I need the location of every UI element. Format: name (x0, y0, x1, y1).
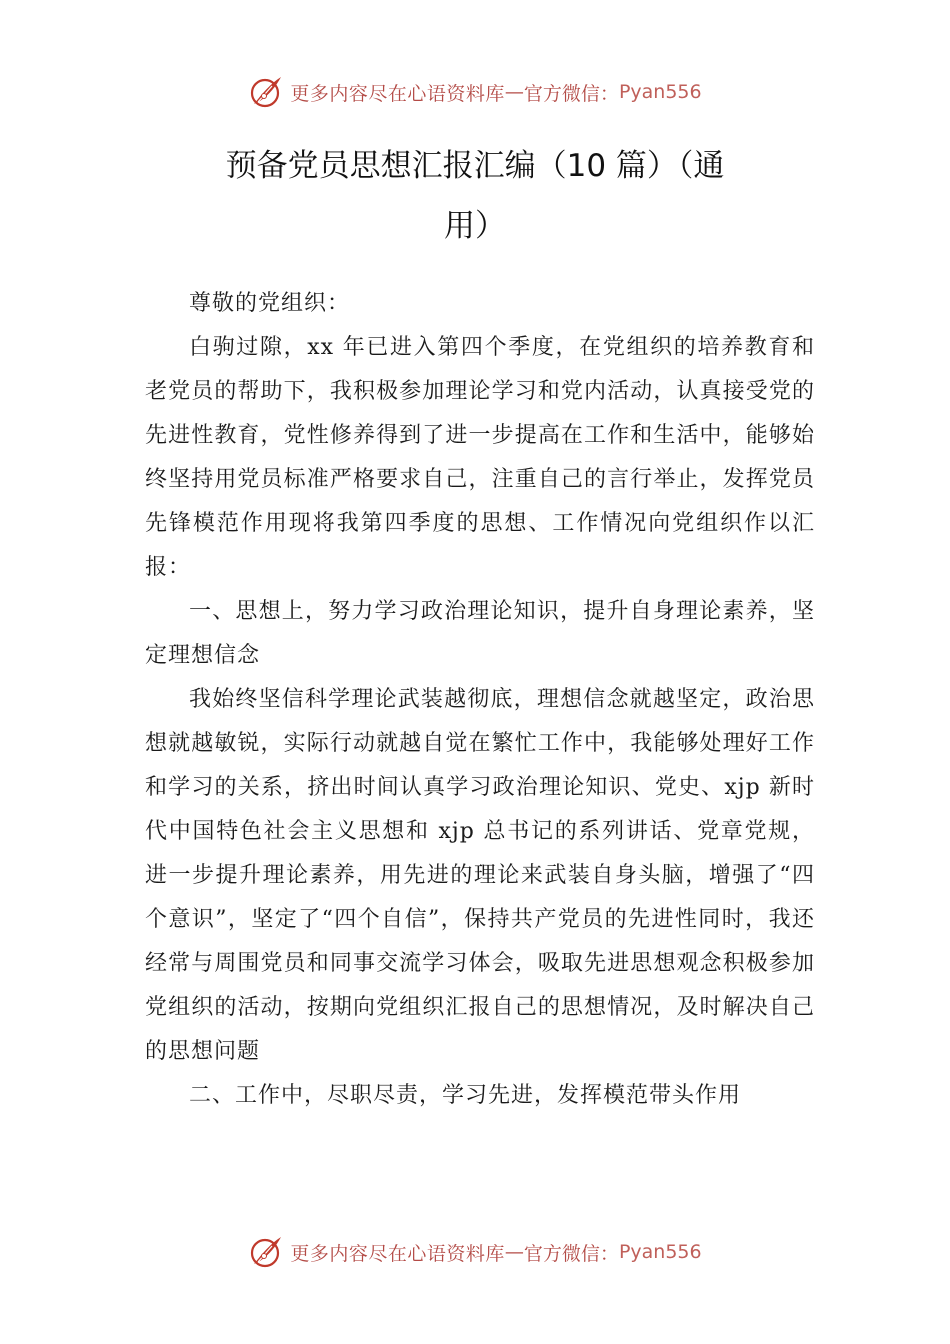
document-title (0, 136, 950, 256)
banner-wechat-id: Pyan556 (618, 81, 702, 103)
banner-wechat-label: 官方微信： (523, 1242, 619, 1265)
feather-pen-logo-icon (248, 74, 284, 110)
banner-wechat-id: Pyan556 (618, 1241, 702, 1263)
banner-separator: — (504, 1241, 524, 1263)
banner-text: 更多内容尽在心语资料库 (290, 1242, 505, 1265)
section-heading-2: 二、工作中，尽职尽责，学习先进，发挥模范带头作用 (189, 1083, 742, 1108)
body-paragraph-intro: 白驹过隙，xx 年已进入第四个季度，在党组织的培养教育和老党员的帮助下，我积极参加理论学习和党内活动，认真接受党的先进性教育，党性修养得到了进一步提高在工作和生活中，能够始终坚持用党员标准严格要求自己，注重自己的言行举止，发挥党员先锋模范作用现将我第四季度的思想、工作情况向党组织作以汇报： (145, 335, 815, 580)
section-heading-1: 一、思想上，努力学习政治理论知识，提升自身理论素养，坚定理想信念 (145, 599, 815, 668)
banner-separator: — (504, 81, 524, 103)
footer-banner (0, 1232, 950, 1272)
banner-wechat-label: 官方微信： (523, 82, 619, 105)
banner-text: 更多内容尽在心语资料库 (290, 82, 505, 105)
title-line-2: 用） (444, 208, 506, 244)
title-line-1: 预备党员思想汇报汇编（10 篇）（通 (225, 148, 725, 184)
body-paragraph-section-1: 我始终坚信科学理论武装越彻底，理想信念就越坚定，政治思想就越敏锐，实际行动就越自觉在繁忙工作中，我能够处理好工作和学习的关系，挤出时间认真学习政治理论知识、党史、xjp 新时代中国特色社会主义思想和 xjp 总书记的系列讲话、党章党规，进一步提升理论素养，用先进的理论来武装自身头脑，增强了“四个意识”，坚定了“四个自信”，保持共产党员的先进性同时，我还经常与周围党员和同事交流学习体会，吸取先进思想观念积极参加党组织的活动，按期向党组织汇报自己的思想情况，及时解决自己的思想问题 (145, 687, 815, 1064)
feather-pen-logo-icon (248, 1234, 284, 1270)
salutation: 尊敬的党组织： (189, 291, 351, 316)
document-body (145, 282, 815, 1118)
header-banner (0, 72, 950, 112)
